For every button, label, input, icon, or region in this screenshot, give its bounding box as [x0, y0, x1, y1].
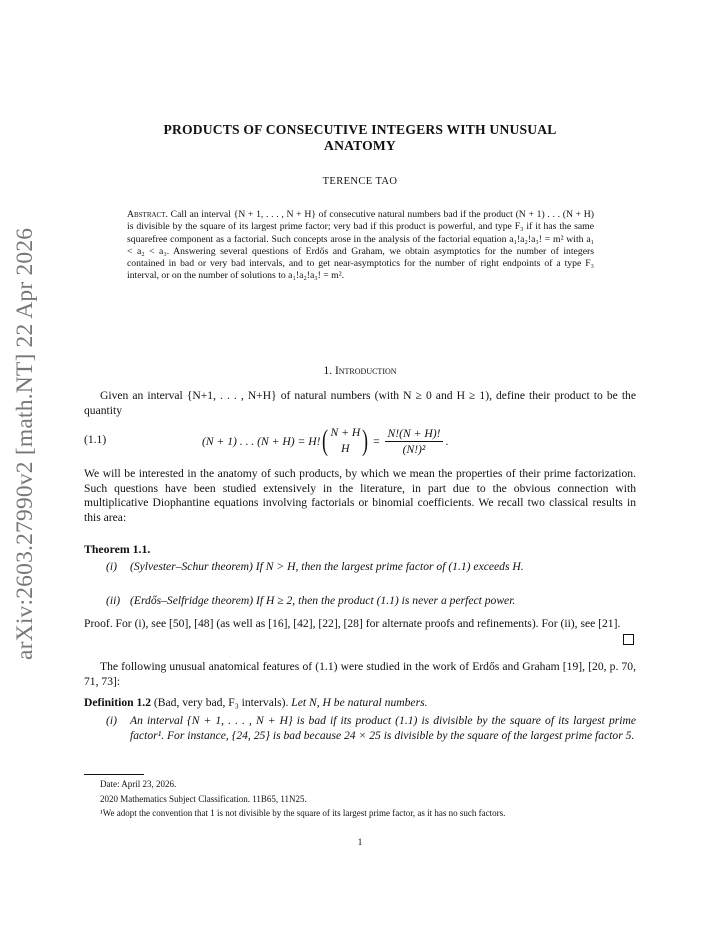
theorem-item-2 — [106, 594, 636, 609]
paper-title — [84, 122, 636, 154]
theorem-item-1 — [106, 560, 636, 575]
footnote-rule — [84, 774, 144, 775]
equation-tag: (1.1) — [84, 433, 107, 446]
paragraph-1: Given an interval {N+1, . . . , N+H} of natural numbers (with N ≥ 0 and H ≥ 1), define their product to be the quantity — [84, 389, 636, 417]
footnote-1[interactable]: ¹We adopt the convention that 1 is not divisible by the square of its largest prime factor, as it has no such factors. — [100, 808, 506, 818]
title-line-1: PRODUCTS OF CONSECUTIVE INTEGERS WITH UNUSUAL — [163, 122, 557, 137]
definition-heading — [84, 696, 636, 709]
abstract-text: Call an interval {N + 1, . . . , N + H} of consecutive natural numbers bad if the product (N + 1) . . . (N + H) is divisible by the square of its largest prime factor; very bad if this product is powerful, and type F₃ if it has the same squarefree component as a factorial. Such concepts arose in the analysis of the factorial equation a₁!a₂!a₃! = m² with a₁ < a₂ < a₃. Answering several questions of Erdős and Graham, we obtain asymptotics for the number of integers contained in bad or very bad intervals, and to get near-asymptotics for the number of right endpoints of a type F₃ interval, or on the number of solutions to a₁!a₂!a₃! = m². — [127, 209, 595, 282]
paragraph-3: The following unusual anatomical features of (1.1) were studied in the work of Erdős and Graham [19], [20, p. 70, 71, 73]: — [84, 660, 636, 688]
author: TERENCE TAO — [322, 176, 398, 187]
definition-label: Definition 1.2 — [84, 696, 151, 709]
equation-1-1 — [84, 422, 636, 460]
footnote-date: Date: April 23, 2026. — [100, 779, 177, 789]
theorem-label: Theorem 1.1. — [84, 542, 151, 556]
item-label: (i) — [106, 714, 117, 727]
equation-lhs: (N + 1) . . . (N + H) = H! — [202, 434, 321, 448]
item-label: (i) — [106, 560, 117, 573]
footnote-msc: 2020 Mathematics Subject Classification. 11B65, 11N25. — [100, 794, 307, 804]
definition-item-1 — [106, 714, 636, 743]
qed-square-icon — [623, 634, 634, 645]
item-text: An interval {N + 1, . . . , N + H} is bad if its product (1.1) is divisible by the square of its largest prime factor¹. For instance, {24, 25} is bad because 24 × 25 is divisible by the square of the largest prime factor 5. — [130, 714, 636, 742]
fraction-denominator: (N!)² — [402, 442, 426, 456]
paragraph-2: We will be interested in the anatomy of such products, by which we mean the properties of their prime factorization. Such questions have been studied extensively in the literature, in part due to the obvious connection with multiplicative Diophantine equations involving factorials or binomial coefficients. We recall two classical results in this area: — [84, 467, 636, 524]
title-line-2: ANATOMY — [324, 138, 396, 153]
binomial-bottom: H — [341, 442, 350, 455]
fraction-numerator: N!(N + H)! — [385, 427, 444, 442]
item-label: (ii) — [106, 594, 121, 607]
binomial-coefficient: ( N + H H ) — [322, 424, 369, 457]
arxiv-identifier[interactable]: arXiv:2603.27990v2 [math.NT] 22 Apr 2026 — [12, 227, 38, 660]
definition-paren: (Bad, very bad, F₃ intervals). — [153, 696, 289, 709]
equation-formula: (N + 1) . . . (N + H) = H! ( N + H H ) = $\frac{N!(N + H)!}{\text{(N!)²}}$ . — [202, 424, 449, 457]
proof: Proof. For (i), see [50], [48] (as well as [16], [42], [22], [28] for alternate proofs and refinements). For (ii), see [21]. — [84, 617, 621, 630]
definition-intro: Let N, H be natural numbers. — [291, 696, 428, 709]
item-text: (Sylvester–Schur theorem) If N > H, then the largest prime factor of (1.1) exceeds H. — [130, 560, 524, 573]
fraction — [385, 427, 444, 456]
section-heading — [84, 365, 636, 377]
page-number: 1 — [357, 838, 363, 848]
abstract — [127, 209, 594, 283]
binomial-top: N + H — [330, 426, 361, 439]
item-text: (Erdős–Selfridge theorem) If H ≥ 2, then the product (1.1) is never a perfect power. — [130, 594, 516, 607]
section-title: Introduction — [334, 365, 397, 377]
abstract-label: Abstract. — [127, 209, 168, 220]
section-number: 1. — [323, 365, 333, 377]
